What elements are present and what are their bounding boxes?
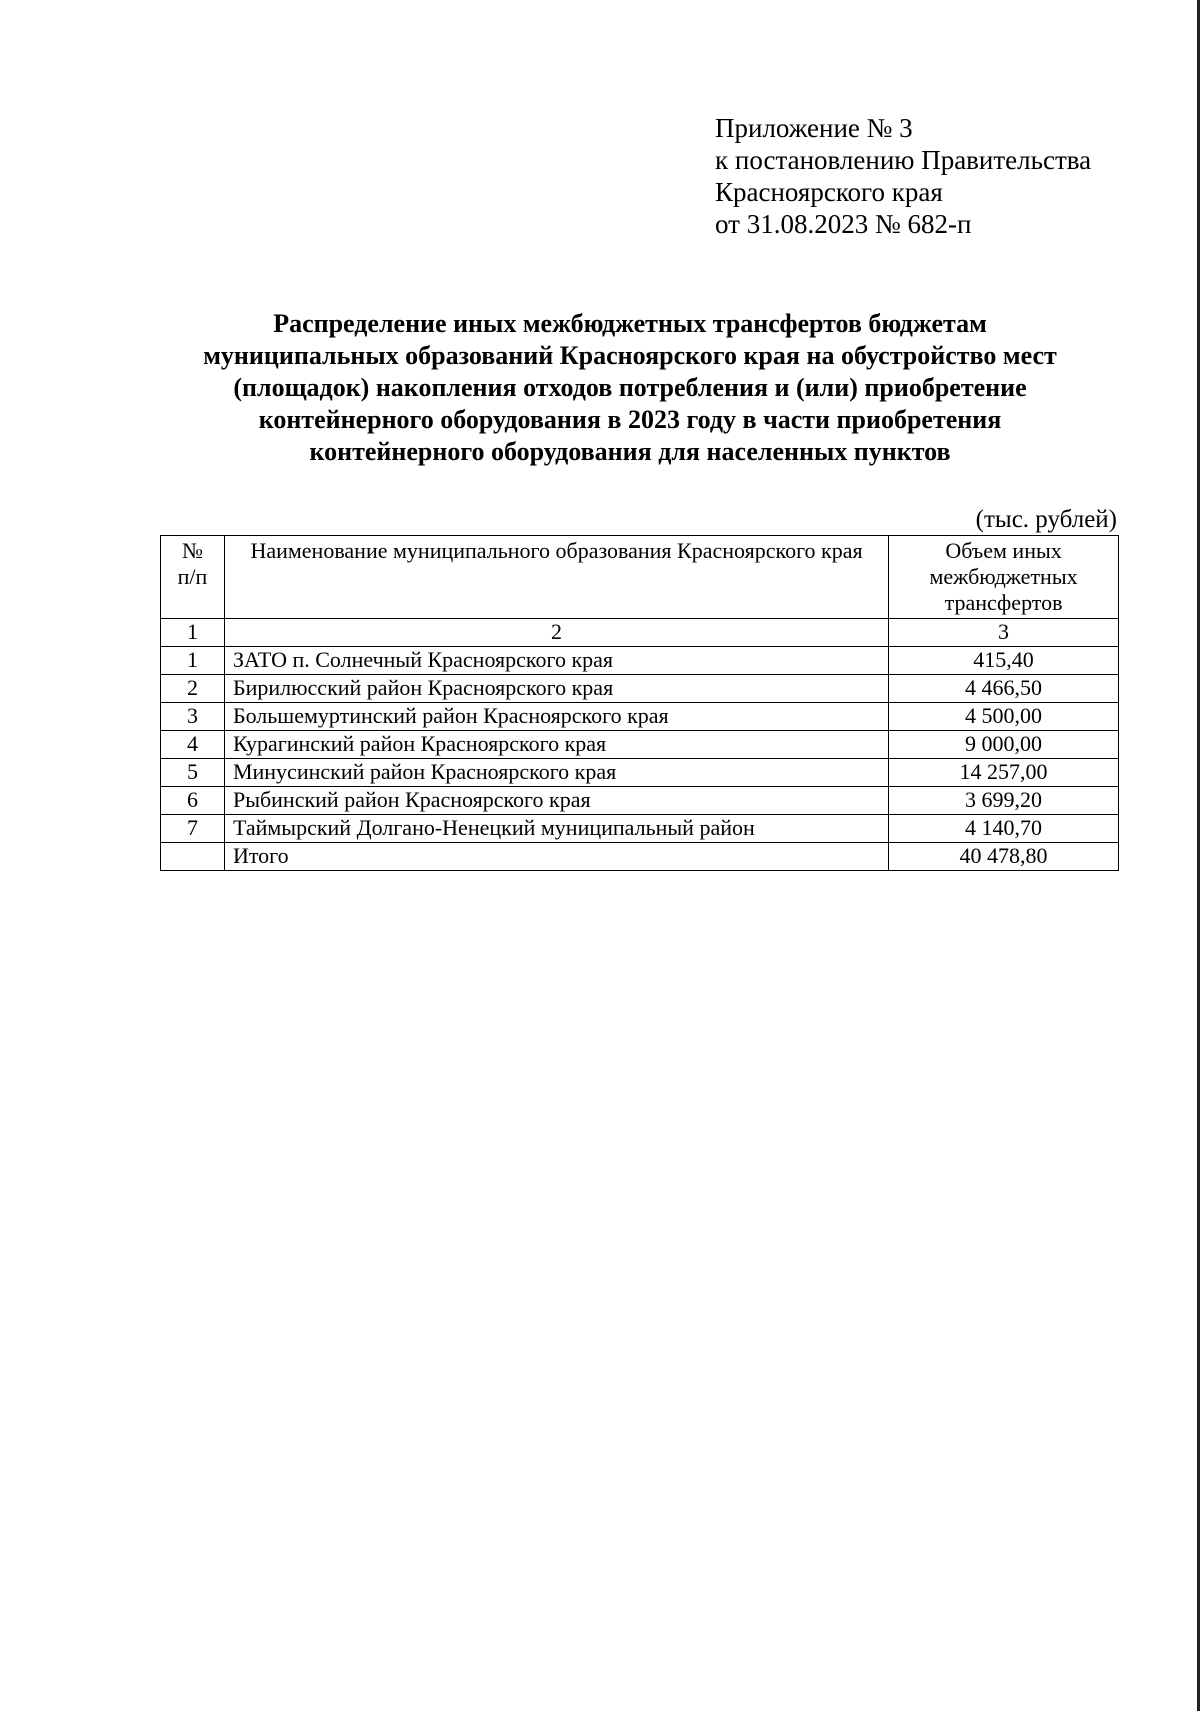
column-number: 1 xyxy=(161,619,225,647)
table-row xyxy=(161,759,1119,787)
table-row xyxy=(161,703,1119,731)
row-name: ЗАТО п. Солнечный Красноярского края xyxy=(224,647,888,675)
row-num: 3 xyxy=(161,703,225,731)
total-row xyxy=(161,843,1119,871)
title-line: муниципальных образований Красноярского края на обустройство мест xyxy=(203,341,1057,370)
row-value: 415,40 xyxy=(889,647,1119,675)
header-name: Наименование муниципального образования Красноярского края xyxy=(224,536,888,619)
header-volume xyxy=(889,536,1119,619)
units-label: (тыс. рублей) xyxy=(975,506,1117,533)
column-number: 3 xyxy=(889,619,1119,647)
table-row xyxy=(161,675,1119,703)
title-line: контейнерного оборудования для населенных пунктов xyxy=(309,437,951,466)
title-line: (площадок) накопления отходов потребления и (или) приобретение xyxy=(233,373,1027,402)
header-num-line2: п/п xyxy=(177,564,208,589)
table-row xyxy=(161,647,1119,675)
row-name: Большемуртинский район Красноярского края xyxy=(224,703,888,731)
table-header-row xyxy=(161,536,1119,619)
header-volume-line2: межбюджетных xyxy=(929,564,1078,589)
total-num-empty xyxy=(161,843,225,871)
row-value: 3 699,20 xyxy=(889,787,1119,815)
row-num: 2 xyxy=(161,675,225,703)
appendix-line: Красноярского края xyxy=(715,177,943,207)
row-name: Курагинский район Красноярского края xyxy=(224,731,888,759)
appendix-line: от 31.08.2023 № 682-п xyxy=(715,209,972,239)
row-value: 14 257,00 xyxy=(889,759,1119,787)
header-num xyxy=(161,536,225,619)
title-line: Распределение иных межбюджетных трансфертов бюджетам xyxy=(273,309,987,338)
distribution-table xyxy=(160,535,1119,871)
document-title xyxy=(130,308,1130,468)
row-value: 4 140,70 xyxy=(889,815,1119,843)
appendix-header xyxy=(715,112,1091,240)
column-number-row xyxy=(161,619,1119,647)
header-volume-line3: трансфертов xyxy=(944,590,1063,615)
row-num: 6 xyxy=(161,787,225,815)
total-value: 40 478,80 xyxy=(889,843,1119,871)
table-row xyxy=(161,815,1119,843)
appendix-line: к постановлению Правительства xyxy=(715,145,1092,175)
appendix-line: Приложение № 3 xyxy=(715,113,913,143)
header-volume-line1: Объем иных xyxy=(945,538,1062,563)
title-line: контейнерного оборудования в 2023 году в части приобретения xyxy=(258,405,1002,434)
row-num: 5 xyxy=(161,759,225,787)
row-name: Рыбинский район Красноярского края xyxy=(224,787,888,815)
row-value: 4 500,00 xyxy=(889,703,1119,731)
table-row xyxy=(161,787,1119,815)
table-row xyxy=(161,731,1119,759)
header-num-line1: № xyxy=(181,538,203,563)
row-name: Таймырский Долгано-Ненецкий муниципальный район xyxy=(224,815,888,843)
row-value: 4 466,50 xyxy=(889,675,1119,703)
row-value: 9 000,00 xyxy=(889,731,1119,759)
row-num: 1 xyxy=(161,647,225,675)
row-name: Бирилюсский район Красноярского края xyxy=(224,675,888,703)
row-num: 7 xyxy=(161,815,225,843)
row-name: Минусинский район Красноярского края xyxy=(224,759,888,787)
row-num: 4 xyxy=(161,731,225,759)
total-label: Итого xyxy=(224,843,888,871)
column-number: 2 xyxy=(224,619,888,647)
